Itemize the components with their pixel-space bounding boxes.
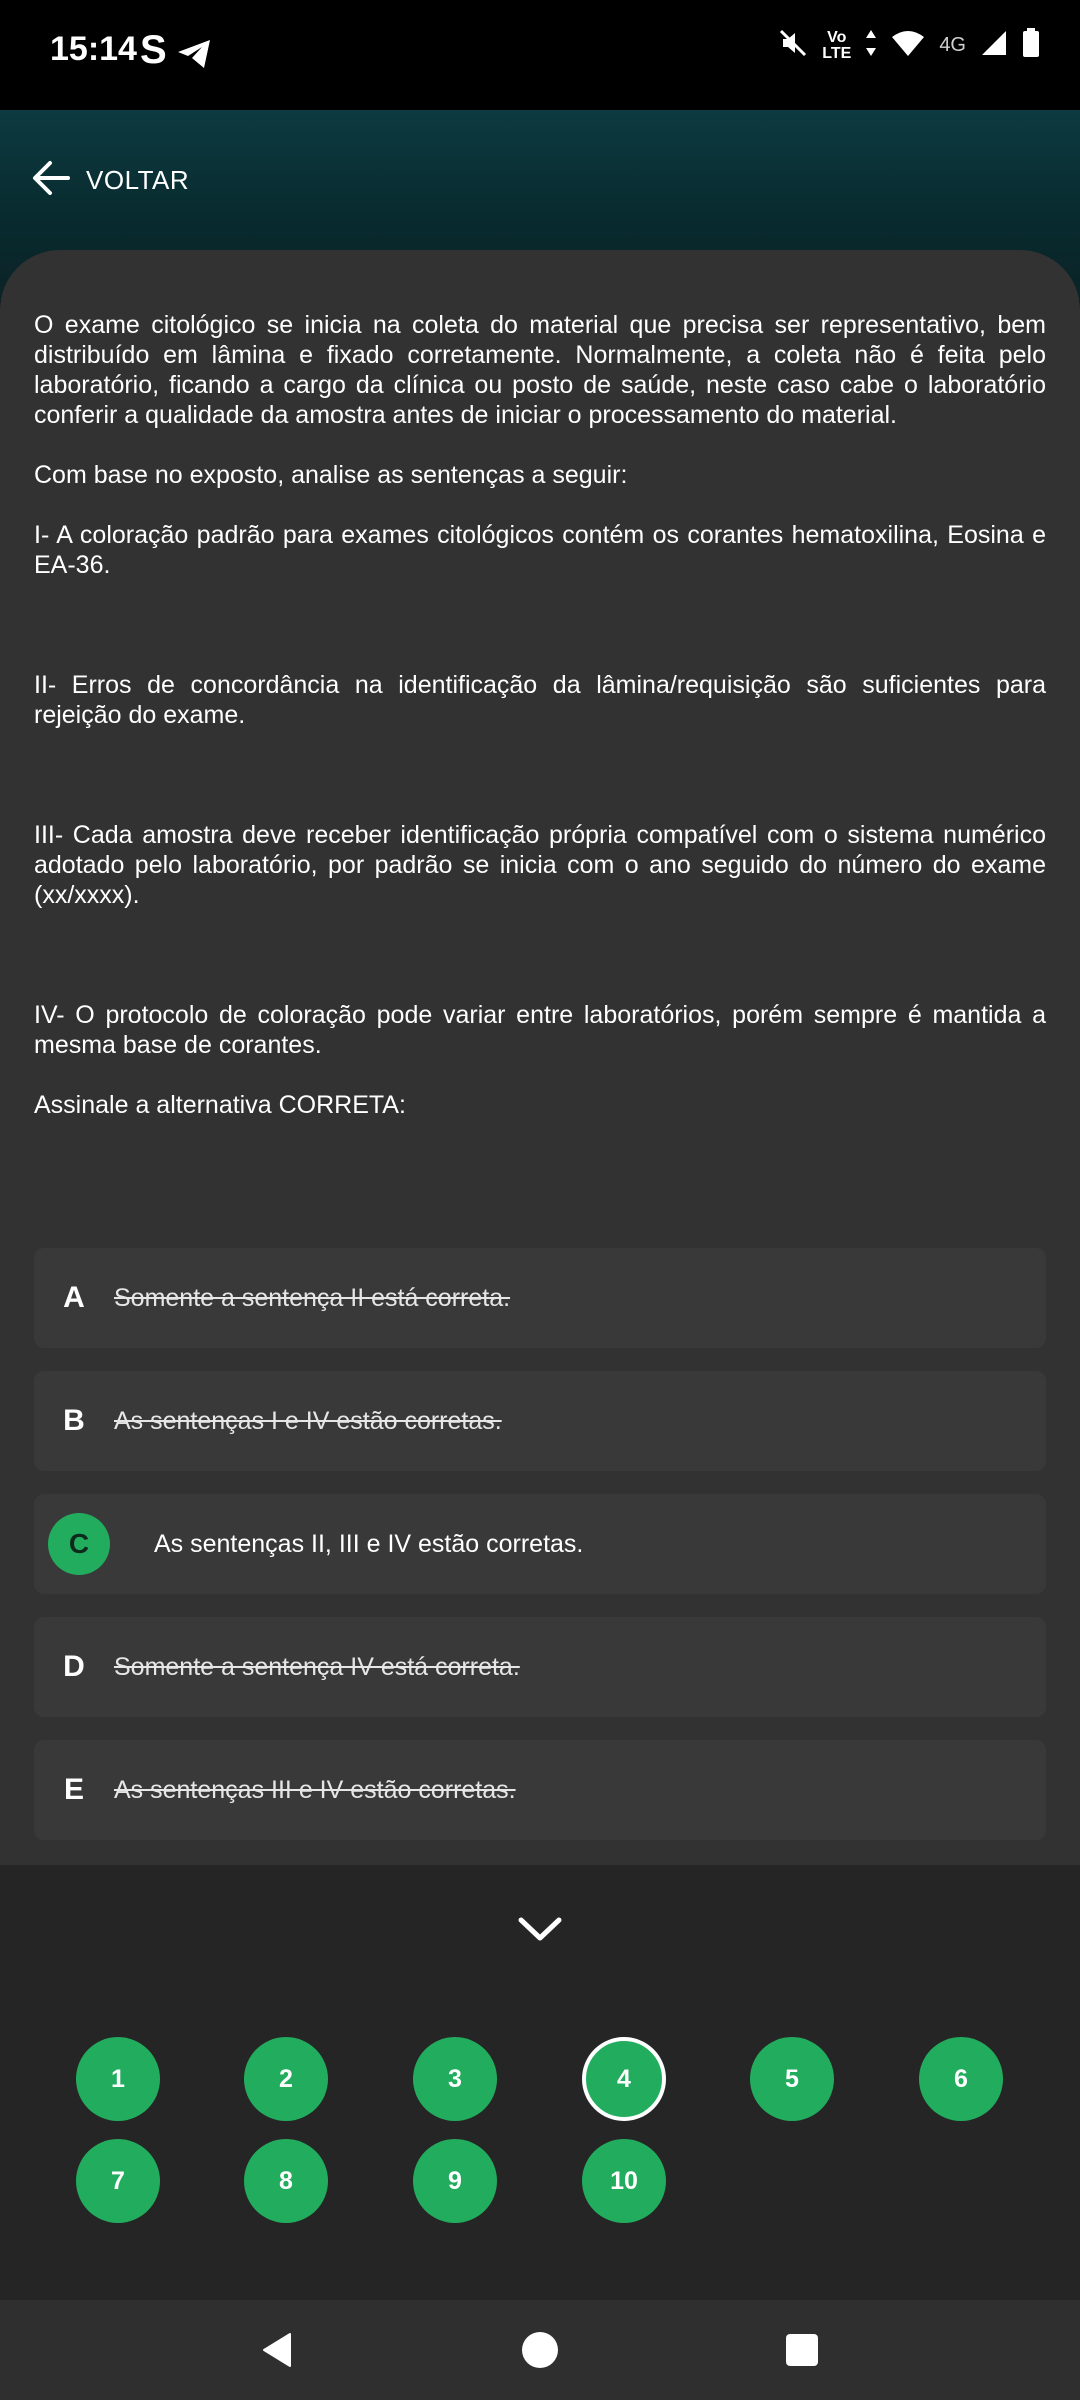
mute-icon [778,28,808,63]
option-letter: D [63,1650,85,1683]
question-button-10[interactable]: 10 [582,2139,666,2223]
signal-icon [980,29,1008,62]
chevron-down-icon[interactable] [515,1910,565,1955]
question-card [0,250,1080,1870]
option-b[interactable] [34,1371,1046,1471]
back-button[interactable] [30,150,189,210]
question-button-9[interactable]: 9 [413,2139,497,2223]
back-triangle-icon[interactable] [258,2330,298,2375]
option-letter: A [63,1281,85,1314]
question-navigator [0,1865,1080,2300]
volte-indicator [822,30,851,62]
option-a[interactable] [34,1248,1046,1348]
home-circle-icon[interactable] [520,2330,560,2375]
option-c[interactable] [34,1494,1046,1594]
volte-top: Vo [827,28,847,46]
statement-ii: II- Erros de concordância na identificação da lâmina/requisição são suficientes para rejeição do exame. [34,671,1046,729]
option-text: As sentenças II, III e IV estão corretas. [154,1529,584,1558]
option-text: Somente a sentença IV está correta. [114,1652,520,1681]
question-text [34,310,1046,1120]
statement-iv: IV- O protocolo de coloração pode variar entre laboratórios, porém sempre é mantida a mesma base de corantes. [34,1001,1046,1059]
option-letter: E [63,1773,84,1806]
status-time: 15:14 [50,30,137,68]
question-button-8[interactable]: 8 [244,2139,328,2223]
back-label: VOLTAR [86,164,190,195]
wifi-icon [891,29,925,62]
question-button-2[interactable]: 2 [244,2037,328,2121]
question-button-4[interactable]: 4 [582,2037,666,2121]
option-letter: C [48,1513,110,1575]
option-text: As sentenças I e IV estão corretas. [114,1406,502,1435]
s-app-icon: S [140,28,167,72]
question-button-1[interactable]: 1 [76,2037,160,2121]
question-button-6[interactable]: 6 [919,2037,1003,2121]
option-letter: B [63,1404,85,1437]
question-prompt: Assinale a alternativa CORRETA: [34,1091,406,1119]
data-arrows-icon [865,28,877,63]
telegram-icon [176,38,212,75]
volte-bottom: LTE [822,44,852,62]
statement-i: I- A coloração padrão para exames citológicos contém os corantes hematoxilina, Eosina e EA-36. [34,521,1046,579]
option-text: As sentenças III e IV estão corretas. [114,1775,516,1804]
network-type: 4G [939,34,966,56]
status-icons [778,28,1040,63]
recents-square-icon[interactable] [782,2330,822,2375]
option-d[interactable] [34,1617,1046,1717]
battery-icon [1022,28,1040,63]
question-paragraph: Com base no exposto, analise as sentenças a seguir: [34,461,628,489]
question-button-3[interactable]: 3 [413,2037,497,2121]
option-e[interactable] [34,1740,1046,1840]
option-text: Somente a sentença II está correta. [114,1283,511,1312]
question-button-7[interactable]: 7 [76,2139,160,2223]
status-bar [0,0,1080,110]
system-nav-bar [0,2300,1080,2400]
question-paragraph: O exame citológico se inicia na coleta do material que precisa ser representativo, bem distribuído em lâmina e fixado corretamente. Normalmente, a coleta não é feita pelo laboratório, ficando a cargo da clínica ou posto de saúde, neste caso cabe o laboratório conferir a qualidade da amostra antes de iniciar o processamento do material. [34,311,1046,429]
arrow-left-icon [30,158,72,203]
statement-iii: III- Cada amostra deve receber identificação própria compatível com o sistema numérico adotado pelo laboratório, por padrão se inicia com o ano seguido do número do exame (xx/xxxx). [34,821,1046,909]
question-button-5[interactable]: 5 [750,2037,834,2121]
